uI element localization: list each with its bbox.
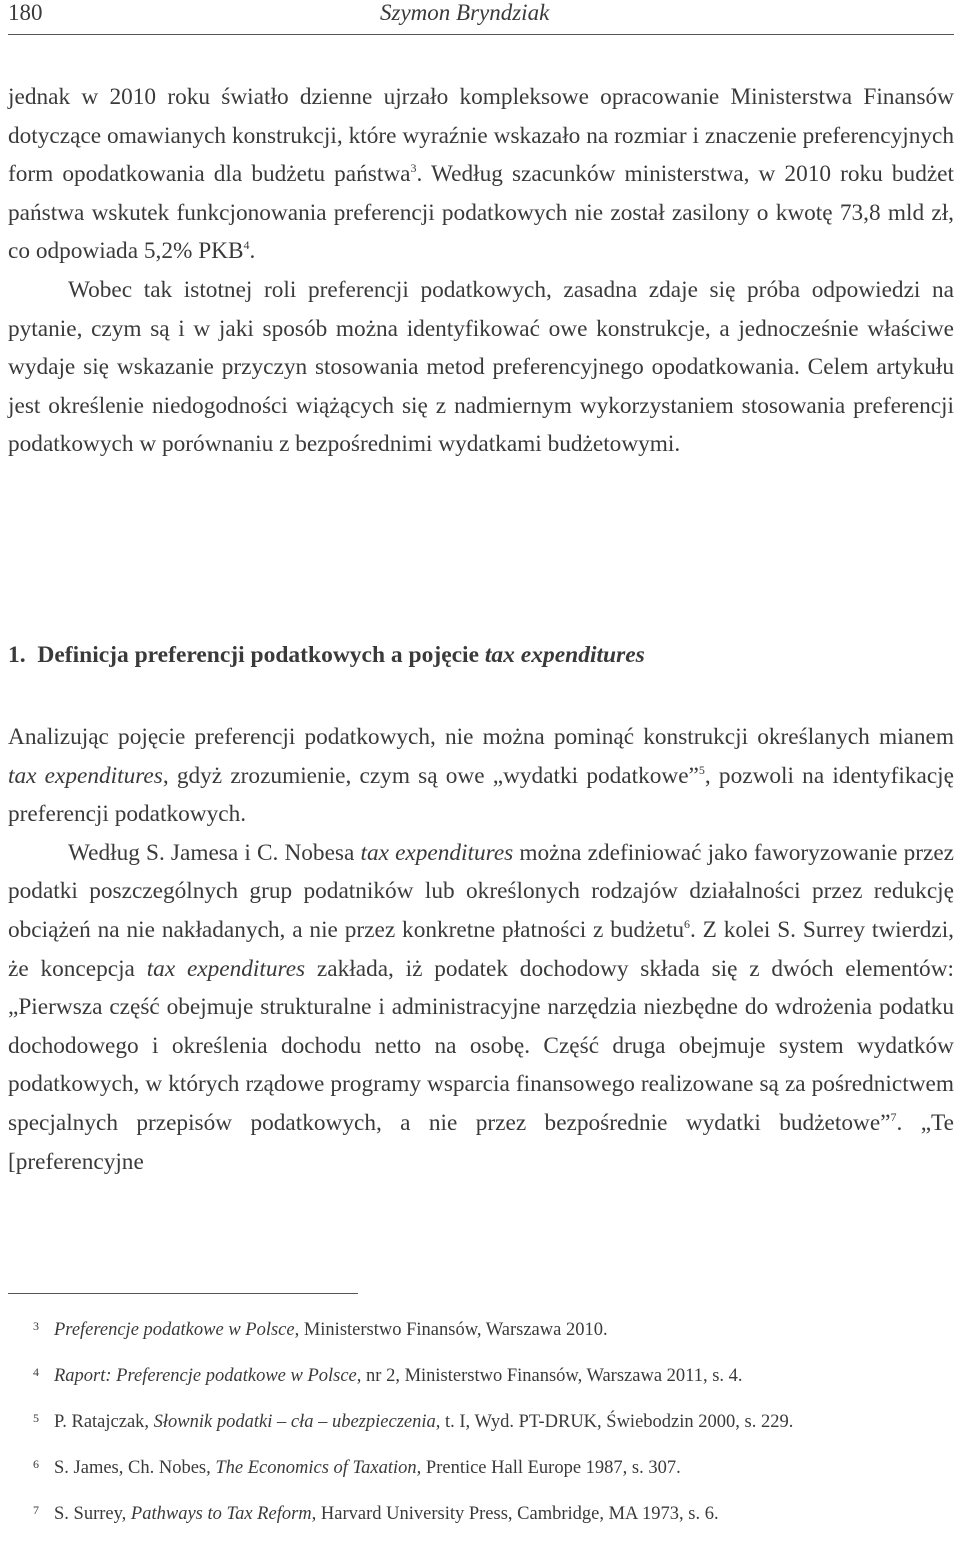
footnotes [8, 1318, 954, 1548]
section-title-italic: tax expenditures [484, 642, 645, 668]
paragraph-4: Według S. Jamesa i C. Nobesa tax expenditures można zdefiniować jako faworyzowanie przez podatki poszczególnych grup podatników lub określonych rodzajów działalności przez redukcję obciążeń na nie nakładanych, a nie przez konkretne płatności z budżetu$^6$. Z kolei S. Surrey twierdzi, że koncepcja tax expenditures zakłada, iż podatek dochodowy składa się z dwóch elementów: „Pierwsza część obejmuje strukturalne i administracyjne narzędzia niezbędne do wdrożenia podatku dochodowego i określenia dochodu netto na osobę. Część druga obejmuje system wydatków podatkowych, w których rządowe programy wsparcia finansowego realizowane są za pośrednictwem specjalnych przepisów podatkowych, a nie przez bezpośrednie wydatki budżetowe”$^7$. „Te [preferencyjne [8, 839, 955, 1175]
footnote-ref-7[interactable]: 7 [890, 1109, 897, 1124]
footnote-3: 3 Preferencje podatkowe w Polsce, Ministerstwo Finansów, Warszawa 2010. [33, 1319, 608, 1340]
footnote-6: 6 S. James, Ch. Nobes, The Economics of Taxation, Prentice Hall Europe 1987, s. 307. [33, 1457, 681, 1478]
body-text-top [8, 78, 954, 464]
body-text-bottom [8, 718, 954, 1181]
section-number: 1. [8, 642, 26, 668]
section-title: Definicja preferencji podatkowych a pojęcie [37, 642, 480, 668]
footnote-7: 7 S. Surrey, Pathways to Tax Reform, Harvard University Press, Cambridge, MA 1973, s. 6. [33, 1503, 719, 1524]
paragraph-3: Analizując pojęcie preferencji podatkowych, nie można pominąć konstrukcji określanych mianem tax expenditures, gdyż zrozumienie, czym są owe „wydatki podatkowe”$^5$, pozwoli na identyfikację preferencji podatkowych. [8, 724, 954, 828]
running-header [8, 0, 954, 35]
footnote-4: 4 Raport: Preferencje podatkowe w Polsce, nr 2, Ministerstwo Finansów, Warszawa 2011, s. 4. [33, 1365, 743, 1386]
page-number: 180 [8, 0, 43, 25]
running-author: Szymon Bryndziak [380, 0, 550, 25]
footnote-ref-4[interactable]: 4 [243, 238, 250, 253]
footnote-ref-3[interactable]: 3 [410, 161, 417, 176]
paragraph-1: jednak w 2010 roku światło dzienne ujrzało kompleksowe opracowanie Ministerstwa Finansów dotyczące omawianych konstrukcji, które wyraźnie wskazało na rozmiar i znaczenie preferencyjnych form opodatkowania dla budżetu państwa$^3$. Według szacunków ministerstwa, w 2010 roku budżet państwa wskutek funkcjonowania preferencji podatkowych nie został zasilony o kwotę 73,8 mld zł, co odpowiada 5,2% PKB$^4$. [8, 84, 954, 265]
footnote-5: 5 P. Ratajczak, Słownik podatki – cła – ubezpieczenia, t. I, Wyd. PT-DRUK, Świebodzin 2000, s. 229. [33, 1411, 794, 1432]
footnote-divider [8, 1293, 358, 1294]
paragraph-2: Wobec tak istotnej roli preferencji podatkowych, zasadna zdaje się próba odpowiedzi na pytanie, czym są i w jaki sposób można identyfikować owe konstrukcje, a jednocześnie właściwe wydaje się wskazanie przyczyn stosowania metod preferencyjnego opodatkowania. Celem artykułu jest określenie niedogodności wiążących się z nadmiernym wykorzystaniem stosowania preferencji podatkowych w porównaniu z bezpośrednimi wydatkami budżetowymi. [8, 276, 954, 458]
footnote-ref-5[interactable]: 5 [698, 762, 705, 777]
footnote-ref-6[interactable]: 6 [684, 916, 690, 931]
section-heading [8, 642, 645, 669]
